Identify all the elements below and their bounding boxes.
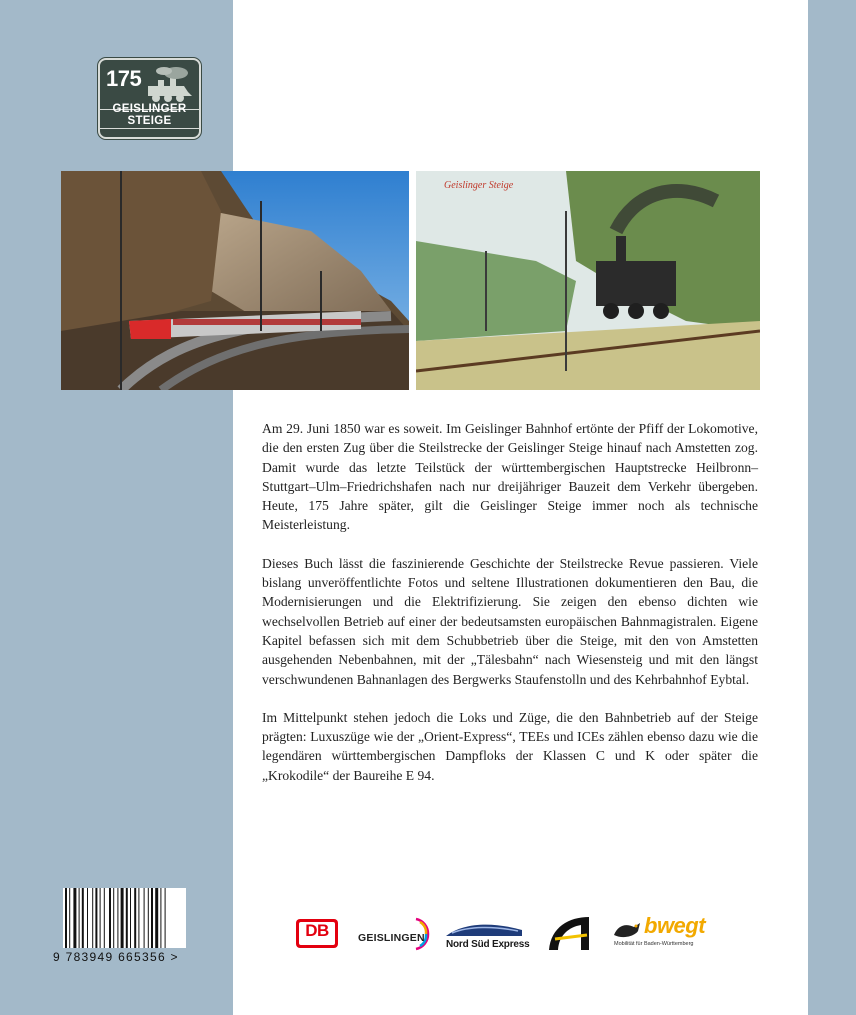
bwegt-logo: bwegt Mobilität für Baden-Württemberg	[614, 913, 706, 947]
arch-logo	[547, 915, 593, 951]
photo-historic-postcard	[416, 171, 760, 390]
paragraph-3: Im Mittelpunkt stehen jedoch die Loks und Züge, die den Bahnbetrieb auf der Steige prägten: Luxuszüge wie der „Orient-Express“, TEEs und ICEs zählen ebenso dazu wie die legendären württembergischen Dampfloks der Klassen C und K oder später die „Krokodile“ der Baureihe E 94.	[262, 709, 758, 783]
badge-number: 175	[106, 66, 142, 91]
anniversary-badge	[98, 58, 201, 139]
paragraph-2: Dieses Buch lässt die faszinierende Geschichte der Steilstrecke Revue passieren. Viele bislang unveröffentlichte Fotos und seltene Illustrationen dokumentieren den Bau, die Modernisierungen und die Elektrifizierung. Sie zeigen den ebenso dichten wie wechselvollen Betrieb auf einer der bedeutsamsten europäischen Bahnmagistralen. Eigene Kapitel befassen sich mit dem Schubbetrieb über die Steige, mit den von Amstetten ausgehenden Nebenbahnen, mit der „Tälesbahn“ nach Wiesensteig und mit den längst verschwundenen Bahnanlagen des Bergwerks Staufenstolln und des Kehrbahnhof Eybtal.	[262, 555, 758, 687]
blurb-text	[262, 419, 758, 804]
isbn-number: 9 783949 665356 >	[53, 950, 179, 964]
postcard-caption: Geislinger Steige	[444, 180, 514, 191]
badge-label: GEISLINGER STEIGE	[112, 103, 187, 127]
db-logo: DB	[296, 919, 338, 948]
geislingen-logo: GEISLINGEN	[358, 917, 430, 951]
photo-modern-train	[61, 171, 409, 390]
isbn-barcode	[63, 888, 186, 948]
right-blue-band	[808, 0, 856, 1015]
paragraph-1: Am 29. Juni 1850 war es soweit. Im Geislinger Bahnhof ertönte der Pfiff der Lokomotive, die den ersten Zug über die Steilstrecke der Geislinger Steige hinauf nach Amstetten zog. Damit wurde das letzte Teilstück der württembergischen Hauptstrecke Heilbronn–Stuttgart–Ulm–Friedrichshafen nach nur dreijähriger Bauzeit dem Verkehr übergeben. Heute, 175 Jahre später, gilt die Geislinger Steige immer noch als technische Meisterleistung.	[262, 421, 758, 533]
left-blue-band	[0, 0, 233, 1015]
nord-sued-express-logo: Nord Süd Express	[444, 920, 524, 952]
steam-locomotive-icon	[144, 66, 194, 104]
